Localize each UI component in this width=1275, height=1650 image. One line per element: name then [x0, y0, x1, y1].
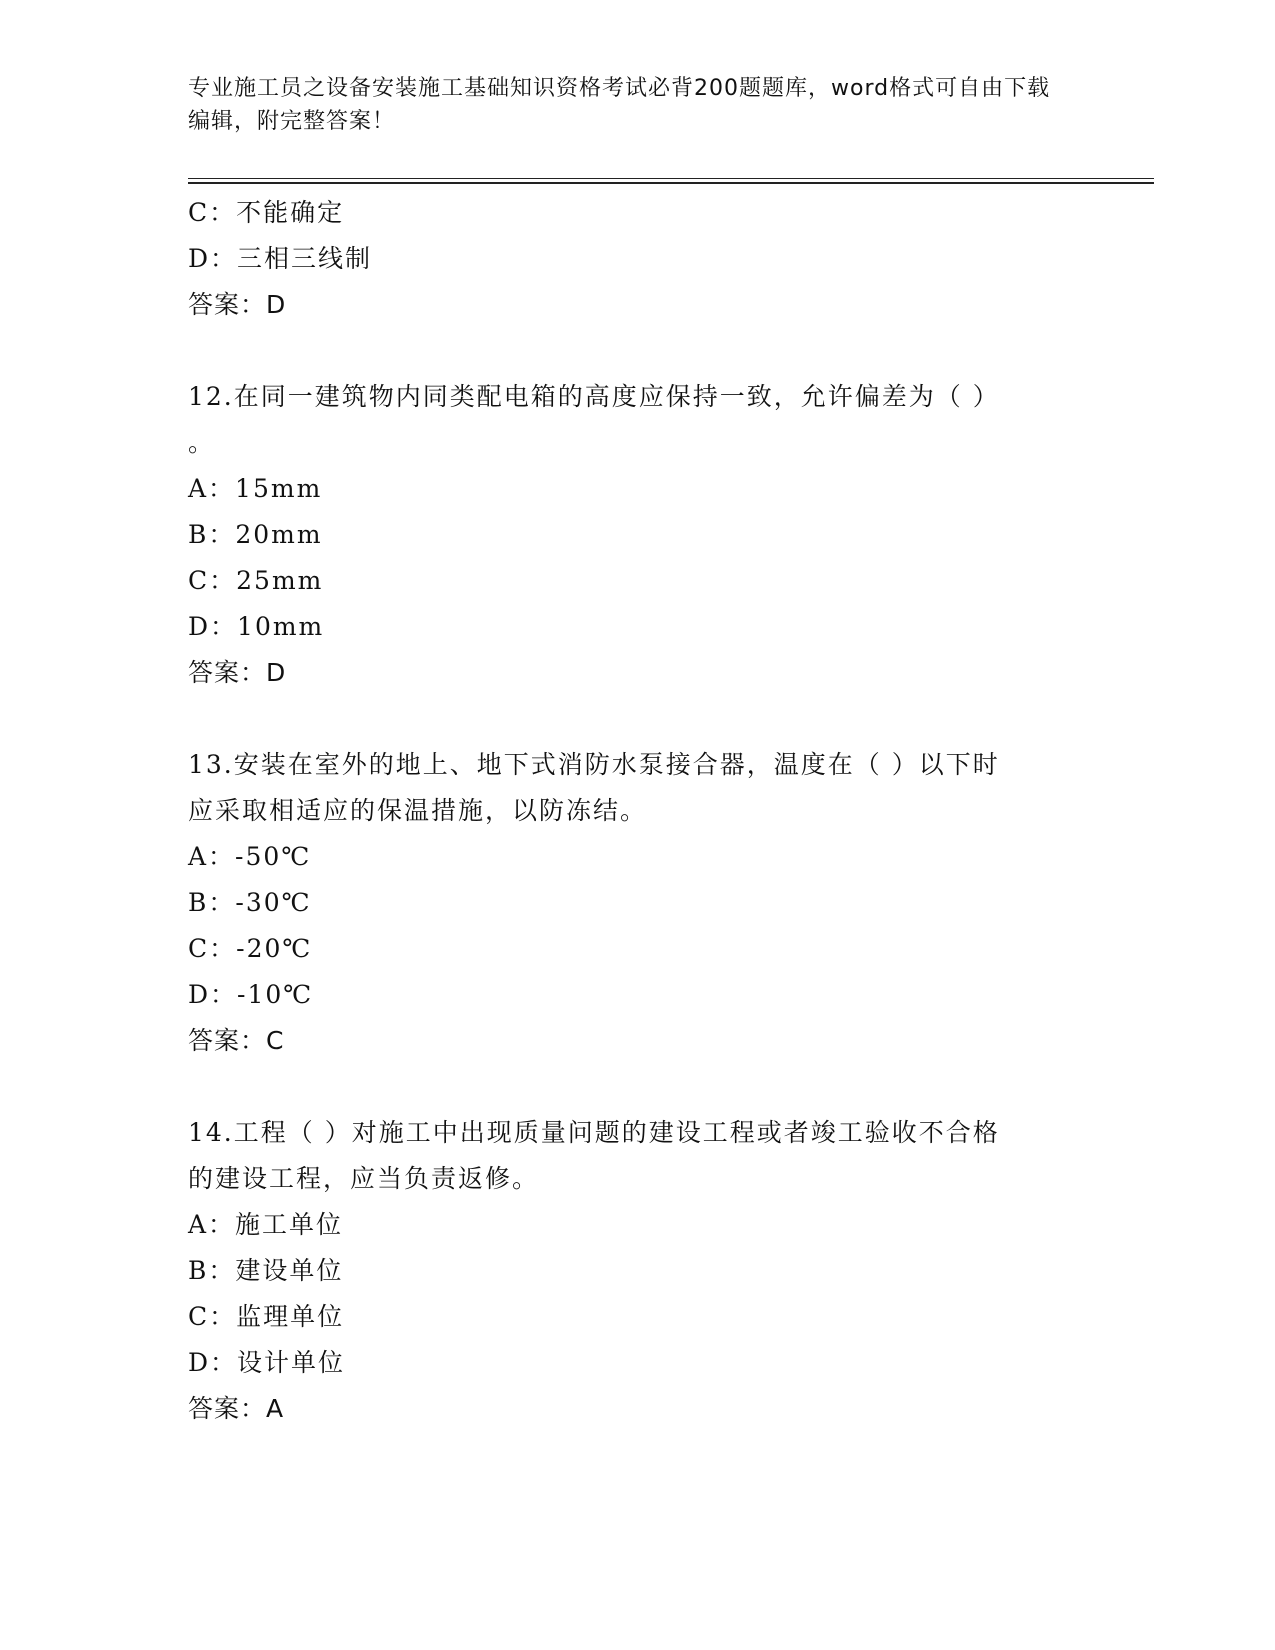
answer-line: 答案：D: [188, 658, 287, 687]
option-c: C：-20℃: [188, 934, 313, 963]
option-d: D：10mm: [188, 612, 325, 641]
answer-line: 答案：A: [188, 1394, 285, 1423]
option-b: B：建设单位: [188, 1256, 344, 1285]
question-stem-line-1: 12.在同一建筑物内同类配电箱的高度应保持一致，允许偏差为（ ）: [188, 382, 1000, 411]
header-divider-thick: [188, 182, 1154, 184]
question-stem-line-1: 14.工程（ ）对施工中出现质量问题的建设工程或者竣工验收不合格: [188, 1118, 1000, 1147]
option-d: D：-10℃: [188, 980, 314, 1009]
option-a: A：-50℃: [188, 842, 312, 871]
option-a: A：施工单位: [188, 1210, 344, 1239]
spacer: [188, 328, 1068, 374]
header-title: 专业施工员之设备安装施工基础知识资格考试必背200题题库，word格式可自由下载编辑，附完整答案！: [188, 76, 1051, 134]
option-d: D：设计单位: [188, 1348, 346, 1377]
question-block-12: [188, 374, 1068, 696]
question-list: [188, 190, 1068, 1432]
option-c: C：25mm: [188, 566, 324, 595]
option-b: B：20mm: [188, 520, 323, 549]
option-b: B：-30℃: [188, 888, 312, 917]
question-block-14: [188, 1110, 1068, 1432]
spacer: [188, 1064, 1068, 1110]
question-stem-line-1: 13.安装在室外的地上、地下式消防水泵接合器，温度在（ ）以下时: [188, 750, 1000, 779]
header-divider-thin: [188, 178, 1154, 179]
question-block-11: [188, 190, 1068, 328]
option-c: C：监理单位: [188, 1302, 345, 1331]
answer-line: 答案：C: [188, 1026, 285, 1055]
option-c: C：不能确定: [188, 198, 345, 227]
question-block-13: [188, 742, 1068, 1064]
answer-line: 答案：D: [188, 290, 287, 319]
question-stem-line-2: 的建设工程，应当负责返修。: [188, 1164, 540, 1193]
spacer: [188, 696, 1068, 742]
question-stem-line-2: 应采取相适应的保温措施，以防冻结。: [188, 796, 648, 825]
document-header: [188, 72, 1068, 138]
option-d: D：三相三线制: [188, 244, 373, 273]
question-stem-line-2: 。: [188, 428, 216, 457]
option-a: A：15mm: [188, 474, 323, 503]
